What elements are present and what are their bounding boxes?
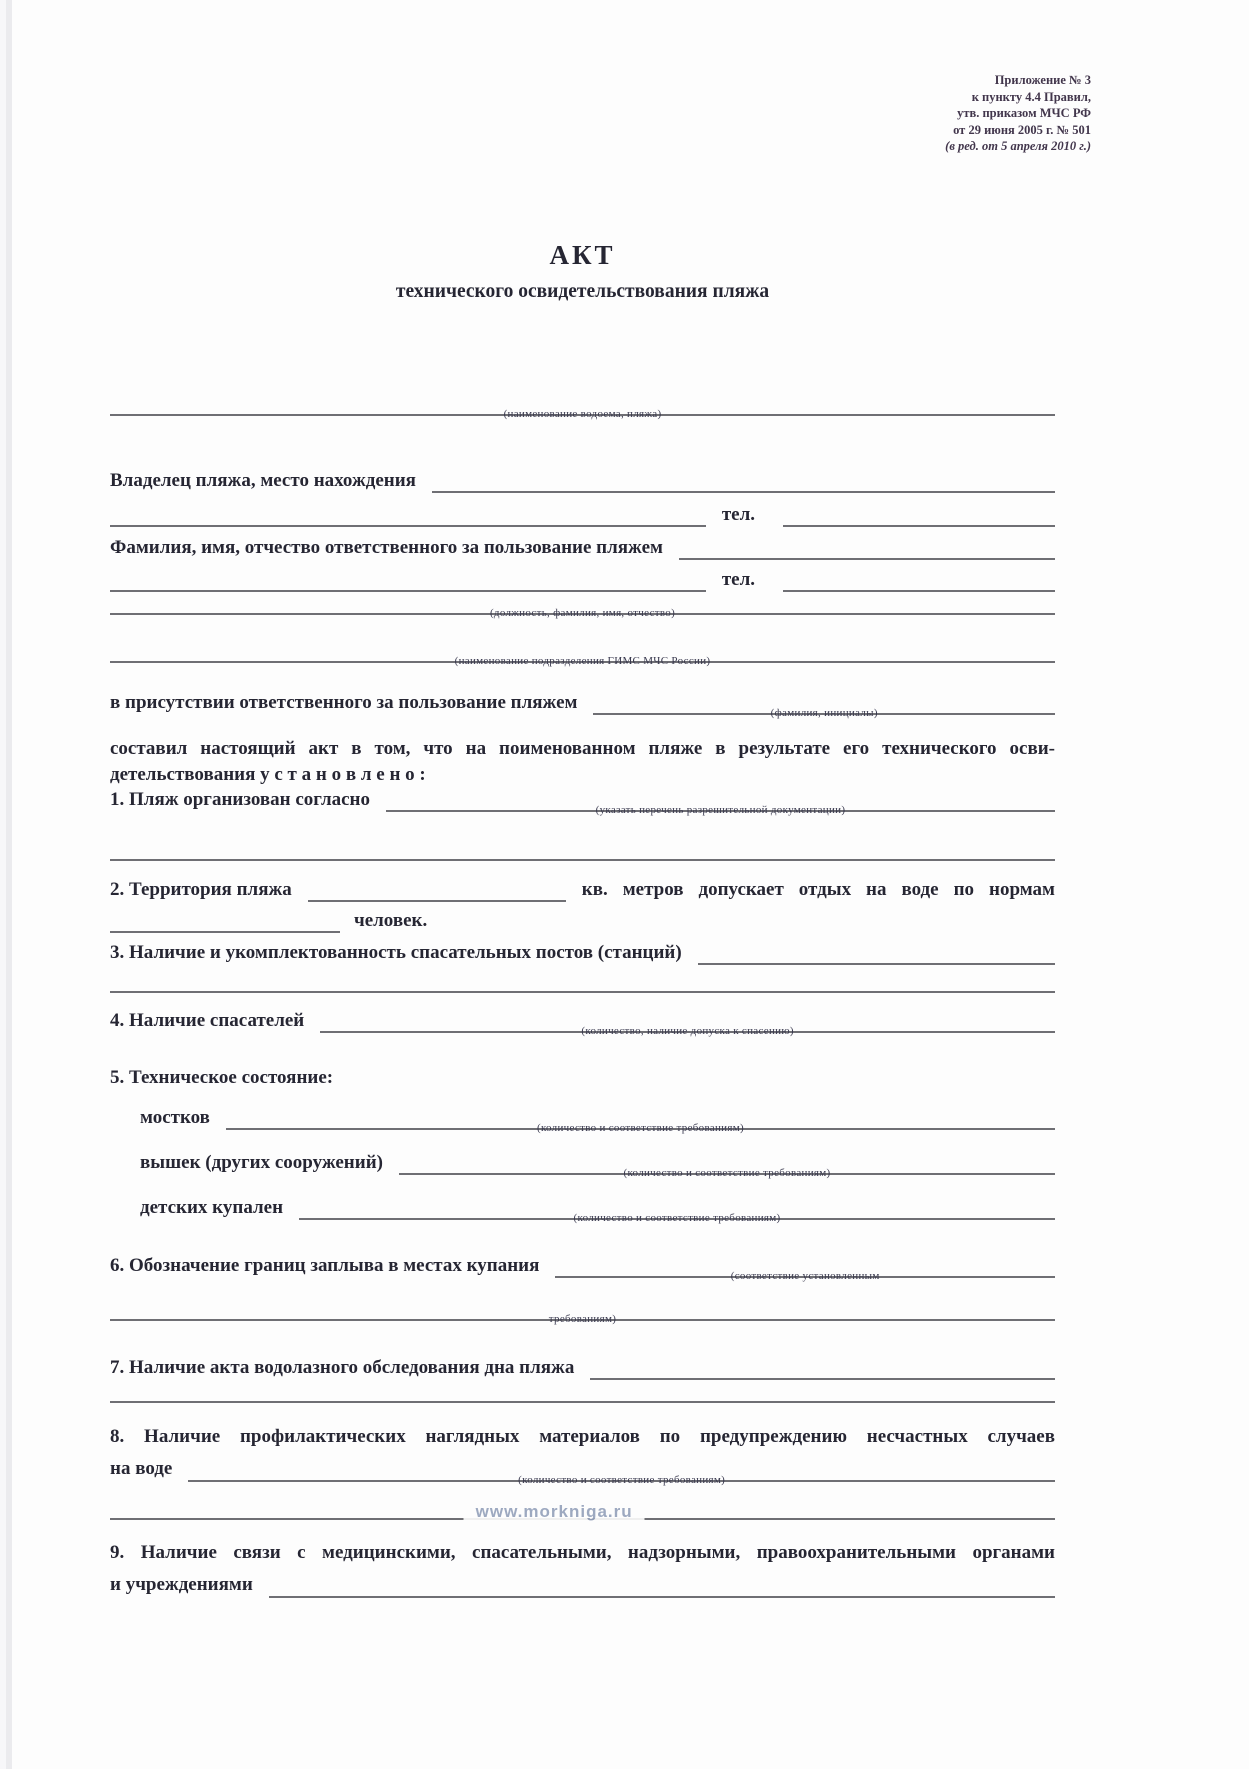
item-1-row [110, 788, 1055, 816]
item-8-label2: на воде [110, 1458, 173, 1479]
item-8-row2 [110, 1456, 1055, 1486]
item-5b-row [140, 1151, 1055, 1179]
item-2-people-row [110, 909, 1055, 933]
statement-paragraph [110, 736, 1055, 788]
waterbody-name-row [110, 404, 1055, 420]
field-caption: (количество и соответствие требованиям) [623, 1167, 831, 1179]
position-name-row [110, 603, 1055, 619]
responsible-tel-row [110, 568, 1055, 592]
gims-unit-row [110, 651, 1055, 667]
blank-field-waterbody [110, 404, 1055, 420]
item-6-row [110, 1254, 1055, 1282]
field-caption: (соответствие установленным [730, 1270, 880, 1282]
blank-field-item3 [698, 953, 1055, 965]
blank-field-owner-cont [110, 515, 706, 527]
tel-label: тел. [721, 504, 755, 525]
blank-field-responsible-cont [110, 580, 706, 592]
presence-row [110, 691, 1055, 719]
blank-field-towers [399, 1163, 1055, 1179]
item-2-label: 2. Территория пляжа [110, 879, 292, 900]
statement-line: детельствования у с т а н о в л е н о : [110, 764, 426, 785]
blank-field-item6 [555, 1266, 1055, 1282]
blank-field-item1 [386, 800, 1055, 816]
statement-line: составил настоящий акт в том, что на поименованном пляже в результате его технического осви- [110, 738, 1055, 759]
item-3-row [110, 941, 1055, 965]
field-caption: (должность, фамилия, имя, отчество) [489, 607, 676, 619]
item-2-people-label: человек. [354, 910, 428, 931]
item-3-label: 3. Наличие и укомплектованность спасательных постов (станций) [110, 942, 682, 963]
approval-line: от 29 июня 2005 г. № 501 [953, 122, 1091, 137]
item-8-block [110, 1424, 1055, 1486]
blank-field-bridges [226, 1118, 1055, 1134]
item-5-header [110, 1066, 1055, 1090]
blank-field-item8 [188, 1470, 1055, 1486]
blank-field-item9 [269, 1586, 1055, 1598]
item-9-row2 [110, 1572, 1055, 1598]
document-title: АКТ [549, 240, 616, 270]
blank-field-area [308, 890, 566, 902]
item-3-cont-row [110, 981, 1055, 993]
blank-field-responsible [679, 548, 1055, 560]
blank-field-item1-cont [110, 849, 1055, 861]
field-caption: (количество и соответствие требованиям) [536, 1122, 744, 1134]
blank-field-people [110, 921, 340, 933]
item-5-label: 5. Техническое состояние: [110, 1067, 334, 1088]
document-subtitle: технического освидетельствования пляжа [395, 281, 770, 302]
item-9-block [110, 1540, 1055, 1598]
item-9-label2: и учреждениями [110, 1574, 253, 1595]
blank-field-item4 [320, 1021, 1055, 1037]
item-6-cont-row [110, 1309, 1055, 1325]
presence-label: в присутствии ответственного за пользование пляжем [110, 692, 578, 713]
approval-line: утв. приказом МЧС РФ [957, 106, 1091, 120]
approval-edition-note: (в ред. от 5 апреля 2010 г.) [945, 139, 1091, 153]
blank-field-item8-cont [110, 1502, 1055, 1521]
field-caption: требованиям) [548, 1313, 617, 1325]
field-caption: (наименование подразделения ГИМС МЧС России) [454, 655, 711, 667]
approval-block [945, 72, 1091, 155]
item-8-cont-row [110, 1502, 1055, 1521]
watermark: www.morkniga.ru [464, 1500, 645, 1524]
blank-field-presence [593, 703, 1055, 719]
blank-field-item7-cont [110, 1391, 1055, 1403]
owner-label: Владелец пляжа, место нахождения [110, 470, 416, 491]
blank-field-item3-cont [110, 981, 1055, 993]
item-1-label: 1. Пляж организован согласно [110, 789, 370, 810]
blank-field-item6-cont [110, 1309, 1055, 1325]
item-8-line1: 8. Наличие профилактических наглядных материалов по предупреждению несчастных случаев [110, 1426, 1055, 1447]
item-5b-label: вышек (других сооружений) [140, 1152, 383, 1173]
field-caption: (указать перечень разрешительной документации) [595, 804, 846, 816]
blank-field-item7 [590, 1368, 1055, 1380]
blank-field-tel [783, 515, 1055, 527]
field-caption: (количество, наличие допуска к спасению) [581, 1025, 794, 1037]
item-4-label: 4. Наличие спасателей [110, 1010, 305, 1031]
blank-field-position [110, 603, 1055, 619]
item-7-label: 7. Наличие акта водолазного обследования дна пляжа [110, 1357, 575, 1378]
field-caption: (фамилия, инициалы) [770, 707, 878, 719]
approval-line: Приложение № 3 [994, 73, 1091, 87]
field-caption: (количество и соответствие требованиям) [518, 1474, 726, 1486]
page-left-edge-shadow [6, 0, 12, 1769]
blank-field-children-bathing [299, 1208, 1055, 1224]
tel-label: тел. [721, 569, 755, 590]
owner-tel-row [110, 503, 1055, 527]
item-1-cont-row [110, 849, 1055, 861]
blank-field-gims-unit [110, 651, 1055, 667]
item-2-row [110, 878, 1055, 902]
item-6-label: 6. Обозначение границ заплыва в местах купания [110, 1255, 540, 1276]
item-5c-label: детских купален [140, 1197, 284, 1218]
item-4-row [110, 1009, 1055, 1037]
field-caption: (наименование водоема, пляжа) [503, 408, 662, 420]
responsible-row [110, 536, 1055, 560]
owner-row [110, 469, 1055, 493]
item-5a-row [140, 1106, 1055, 1134]
item-7-row [110, 1356, 1055, 1380]
item-2-mid-text: кв. метров допускает отдых на воде по нормам [581, 879, 1055, 900]
responsible-label: Фамилия, имя, отчество ответственного за пользование пляжем [110, 537, 663, 558]
approval-line: к пункту 4.4 Правил, [971, 89, 1091, 104]
item-5c-row [140, 1196, 1055, 1224]
blank-field-owner [432, 481, 1055, 493]
blank-field-tel [783, 580, 1055, 592]
item-7-cont-row [110, 1391, 1055, 1403]
item-9-line1: 9. Наличие связи с медицинскими, спасательными, надзорными, правоохранительными органами [110, 1542, 1055, 1563]
field-caption: (количество и соответствие требованиям) [573, 1212, 781, 1224]
item-5a-label: мостков [140, 1107, 210, 1128]
